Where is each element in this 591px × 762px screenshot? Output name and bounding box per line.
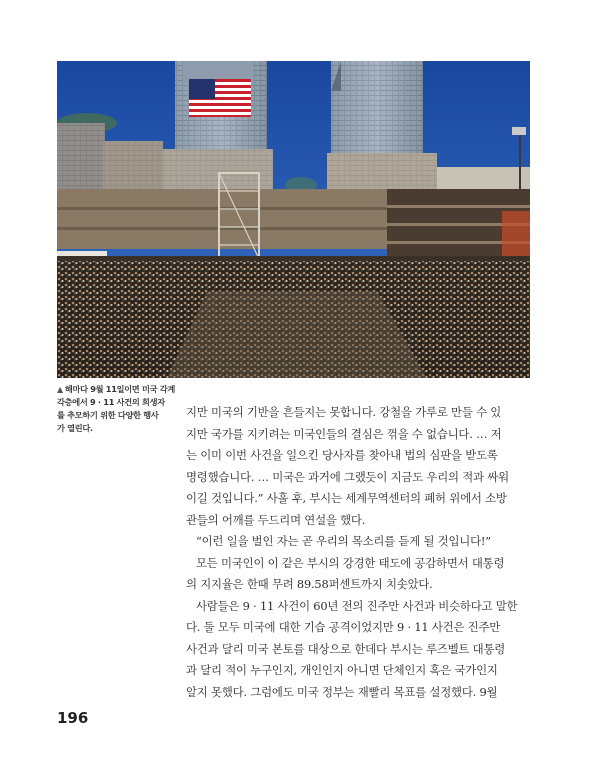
caption-line-1: 해마다 9월 11일이면 미국 각계 [64, 384, 175, 394]
body-line-2: 지만 국가를 지키려는 미국인들의 결심은 꺾을 수 없습니다. … 저 [186, 426, 502, 441]
page-number: 196 [57, 709, 89, 727]
body-line-10: 사람들은 9 · 11 사건이 60년 전의 진주만 사건과 비슷하다고 말한 [196, 598, 518, 613]
body-line-5: 이길 것입니다.” 사흘 후, 부시는 세계무역센터의 폐허 위에서 소방 [186, 491, 507, 505]
caption-line-2: 각층에서 9 · 11 사건의 희생자 [57, 397, 165, 407]
body-text [186, 402, 534, 703]
body-line-14: 알지 못했다. 그럼에도 미국 정부는 재빨리 목표를 설정했다. 9월 [186, 684, 498, 699]
body-line-4: 명령했습니다. … 미국은 과거에 그랬듯이 지금도 우리의 적과 싸워 [186, 469, 509, 484]
body-line-8: 모든 미국인이 이 같은 부시의 강경한 태도에 공감하면서 대통령 [196, 555, 505, 570]
body-line-9: 의 지지율은 한때 무려 89.58퍼센트까지 치솟았다. [186, 577, 433, 591]
caption-line-3: 를 추모하기 위한 다양한 행사 [57, 410, 159, 420]
caption-line-4: 가 열린다. [57, 423, 93, 433]
body-line-11: 다. 둘 모두 미국에 대한 기습 공격이었지만 9 · 11 사건은 진주만 [186, 620, 501, 634]
triangle-marker-icon: ▲ [57, 385, 63, 394]
body-line-6: 관들의 어깨를 두드리며 연설을 했다. [186, 512, 366, 527]
body-line-7: “이런 일을 벌인 자는 곧 우리의 목소리를 듣게 될 것입니다!” [196, 534, 491, 548]
body-line-12: 사건과 달리 미국 본토를 대상으로 한데다 부시는 루즈벨트 대통령 [186, 641, 506, 656]
body-line-13: 과 달리 적이 누구인지, 개인인지 아니면 단체인지 혹은 국가인지 [186, 663, 498, 677]
photo-illustration [57, 61, 530, 378]
ground-zero-photo [57, 61, 530, 378]
photo-caption [57, 383, 177, 435]
body-line-1: 지만 미국의 기반을 흔들지는 못합니다. 강철을 가루로 만들 수 있 [186, 405, 502, 419]
body-line-3: 는 이미 이번 사건을 일으킨 당사자를 찾아내 법의 심판을 받도록 [186, 448, 498, 462]
